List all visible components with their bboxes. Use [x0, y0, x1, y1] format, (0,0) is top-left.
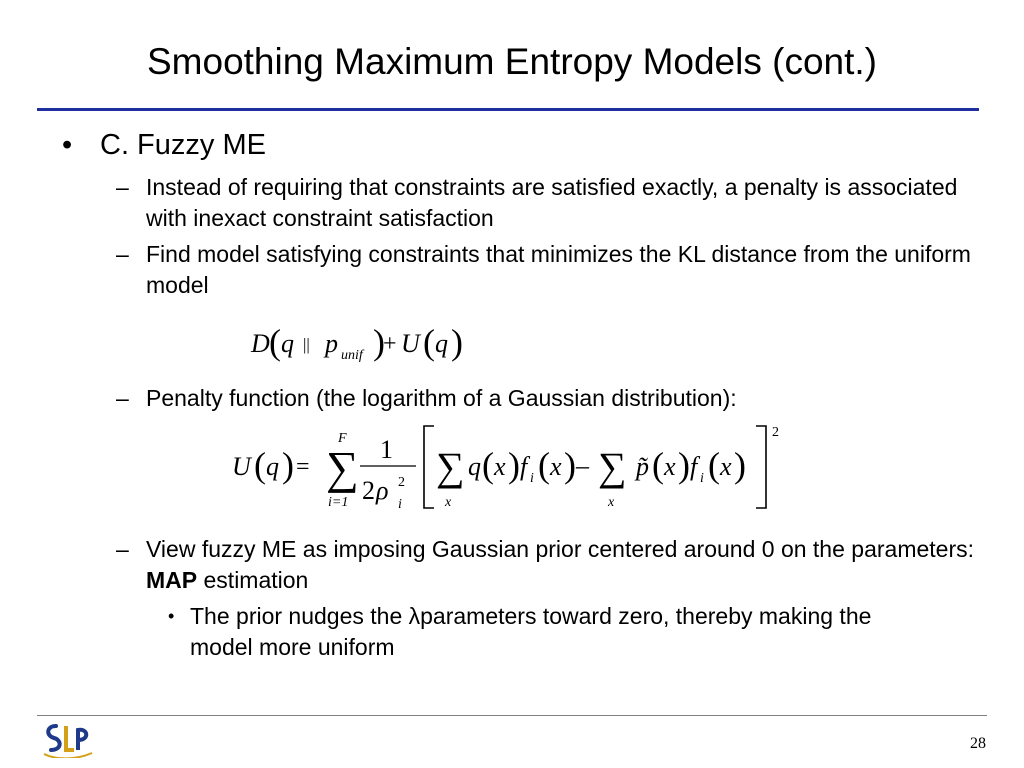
eq2-f: f — [520, 452, 528, 481]
eq2-rho: ρ — [376, 476, 389, 505]
eq2-ptilde: p̃ — [636, 452, 649, 481]
svg-text:(: ( — [423, 322, 435, 362]
eq1-unif: unif — [341, 348, 363, 363]
svg-text:): ) — [282, 445, 294, 485]
eq2-one: 1 — [380, 435, 393, 464]
eq2-F: F — [338, 431, 347, 446]
svg-text:): ) — [373, 322, 385, 362]
eq2-rho-sub: i — [398, 497, 402, 512]
svg-text:): ) — [678, 445, 690, 485]
dash-marker: – — [116, 536, 129, 562]
svg-text:): ) — [564, 445, 576, 485]
eq2-two: 2 — [362, 476, 375, 505]
svg-text:(: ( — [652, 445, 664, 485]
subsubbullet-text: The prior nudges the λparameters toward zero, thereby making the model more uniform — [190, 603, 872, 660]
penalty-function-equation — [228, 420, 788, 515]
eq2-q: q — [266, 452, 279, 481]
eq2-x: x — [664, 452, 676, 481]
sigma-icon: ∑ — [598, 444, 627, 489]
svg-text:(: ( — [708, 445, 720, 485]
eq2-q2: q — [468, 452, 481, 481]
eq2-x: x — [494, 452, 506, 481]
subbullet-text — [146, 534, 976, 596]
subbullet-text: Find model satisfying constraints that minimizes the KL distance from the uniform model — [146, 241, 971, 298]
footer-divider — [37, 715, 987, 716]
eq1-q: q — [281, 329, 294, 358]
eq1-sep: || — [303, 335, 310, 354]
eq2-rho-sup: 2 — [398, 475, 405, 490]
eq2-sq: 2 — [772, 425, 779, 440]
eq1-D: D — [251, 329, 270, 358]
eq2-eq: = — [296, 454, 310, 480]
eq2-fi: i — [700, 471, 704, 486]
svg-text:): ) — [451, 322, 463, 362]
eq2-sum-sub: x — [608, 495, 615, 510]
title-divider — [37, 108, 979, 111]
page-number: 28 — [970, 735, 986, 752]
svg-text:(: ( — [269, 322, 281, 362]
eq2-fi: i — [530, 471, 534, 486]
eq1-plus: + — [383, 331, 397, 357]
bullet-marker: • — [62, 129, 73, 161]
subsub-marker: • — [168, 606, 175, 626]
eq2-i1: i=1 — [328, 495, 349, 510]
eq2-f: f — [690, 452, 698, 481]
eq1-p: p — [325, 329, 338, 358]
eq2-minus: – — [576, 451, 589, 480]
dash-marker: – — [116, 385, 129, 411]
eq2-U: U — [232, 452, 251, 481]
sigma-icon: ∑ — [436, 444, 465, 489]
subbullet-4-suffix: estimation — [197, 567, 309, 593]
dash-marker: – — [116, 241, 129, 267]
slide-title: Smoothing Maximum Entropy Models (cont.) — [147, 41, 877, 82]
svg-text:(: ( — [538, 445, 550, 485]
subbullet-text: Penalty function (the logarithm of a Gaussian distribution): — [146, 385, 737, 411]
bullet-main-text: C. Fuzzy ME — [100, 129, 266, 161]
svg-text:(: ( — [482, 445, 494, 485]
eq1-q2: q — [435, 329, 448, 358]
eq1-U: U — [401, 329, 420, 358]
svg-text:): ) — [508, 445, 520, 485]
subbullet-4-prefix: View fuzzy ME as imposing Gaussian prior centered around 0 on the parameters: — [146, 536, 974, 562]
svg-text:): ) — [734, 445, 746, 485]
kl-distance-equation — [245, 318, 485, 368]
sigma-icon: ∑ — [326, 442, 359, 493]
eq2-sum-sub: x — [445, 495, 452, 510]
slp-logo — [42, 720, 94, 758]
map-bold: MAP — [146, 567, 198, 593]
eq2-x: x — [550, 452, 562, 481]
dash-marker: – — [116, 174, 129, 200]
svg-text:(: ( — [254, 445, 266, 485]
subbullet-text: Instead of requiring that constraints are satisfied exactly, a penalty is associated with inexact constraint satisfaction — [146, 174, 958, 231]
eq2-x: x — [720, 452, 732, 481]
